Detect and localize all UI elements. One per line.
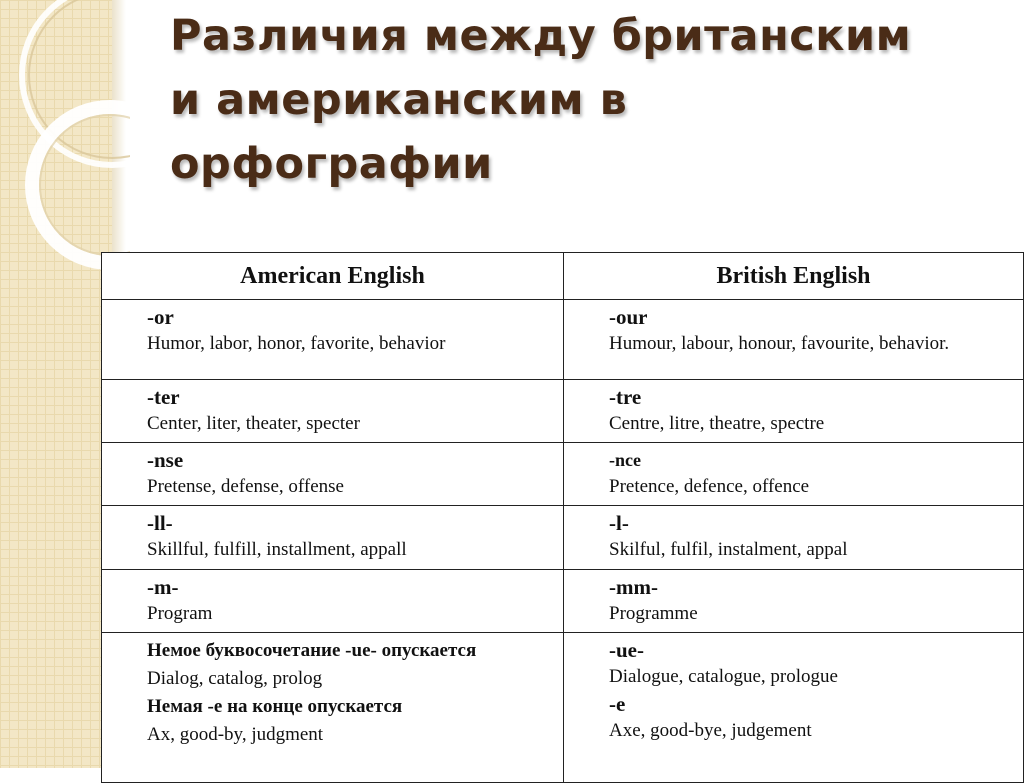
title-line-2: и американским в — [170, 75, 628, 125]
british-cell — [564, 300, 1024, 380]
title-line-1: Различия между британским — [170, 11, 912, 61]
american-examples: Program — [147, 603, 213, 624]
american-cell — [102, 380, 564, 443]
british-cell — [564, 506, 1024, 570]
british-suffix: -ue- — [609, 638, 644, 662]
table-row — [102, 443, 1024, 506]
british-examples: Dialogue, catalogue, prologue — [609, 666, 838, 687]
american-examples: Humor, labor, honor, favorite, behavior — [147, 333, 446, 354]
american-cell — [102, 443, 564, 506]
british-examples: Humour, labour, honour, favourite, behavior. — [609, 333, 950, 354]
british-examples: Programme — [609, 603, 698, 624]
american-examples: Skillful, fulfill, installment, appall — [147, 539, 407, 560]
american-cell — [102, 506, 564, 570]
header-british: British English — [564, 253, 1024, 300]
slide-title — [170, 4, 1010, 196]
british-cell — [564, 633, 1024, 783]
british-cell — [564, 443, 1024, 506]
american-suffix: -nse — [147, 448, 184, 472]
american-suffix: -ter — [147, 385, 180, 409]
british-examples: Centre, litre, theatre, spectre — [609, 413, 825, 434]
american-cell — [102, 633, 564, 783]
british-suffix: -l- — [609, 511, 629, 535]
british-examples: Skilful, fulfil, instalment, appal — [609, 539, 848, 560]
british-cell — [564, 570, 1024, 633]
american-examples: Dialog, catalog, prolog — [147, 668, 323, 689]
british-examples: Pretence, defence, offence — [609, 476, 810, 497]
british-suffix: -mm- — [609, 575, 658, 599]
table-row — [102, 380, 1024, 443]
british-suffix: -our — [609, 305, 648, 329]
american-suffix: -or — [147, 305, 174, 329]
american-examples: Center, liter, theater, specter — [147, 413, 360, 434]
american-cell — [102, 570, 564, 633]
british-suffix: -e — [609, 692, 626, 716]
table-row — [102, 300, 1024, 380]
table-row — [102, 570, 1024, 633]
table-header-row — [102, 253, 1024, 300]
american-rule-silent-ue: Немое буквосочетание -ue- опускается — [147, 640, 477, 661]
british-examples: Axe, good-bye, judgement — [609, 720, 812, 741]
american-rule-silent-e: Немая -e на конце опускается — [147, 696, 403, 717]
american-examples: Ax, good-by, judgment — [147, 724, 324, 745]
american-suffix: -m- — [147, 575, 179, 599]
table-row — [102, 506, 1024, 570]
table-row — [102, 633, 1024, 783]
title-line-3: орфографии — [170, 139, 493, 189]
american-cell — [102, 300, 564, 380]
british-suffix: -tre — [609, 385, 642, 409]
british-suffix: -nce — [609, 450, 641, 470]
british-cell — [564, 380, 1024, 443]
header-american: American English — [102, 253, 564, 300]
american-suffix: -ll- — [147, 511, 173, 535]
ring-small — [32, 107, 130, 263]
american-examples: Pretense, defense, offense — [147, 476, 344, 497]
spelling-comparison-table — [101, 252, 1024, 783]
